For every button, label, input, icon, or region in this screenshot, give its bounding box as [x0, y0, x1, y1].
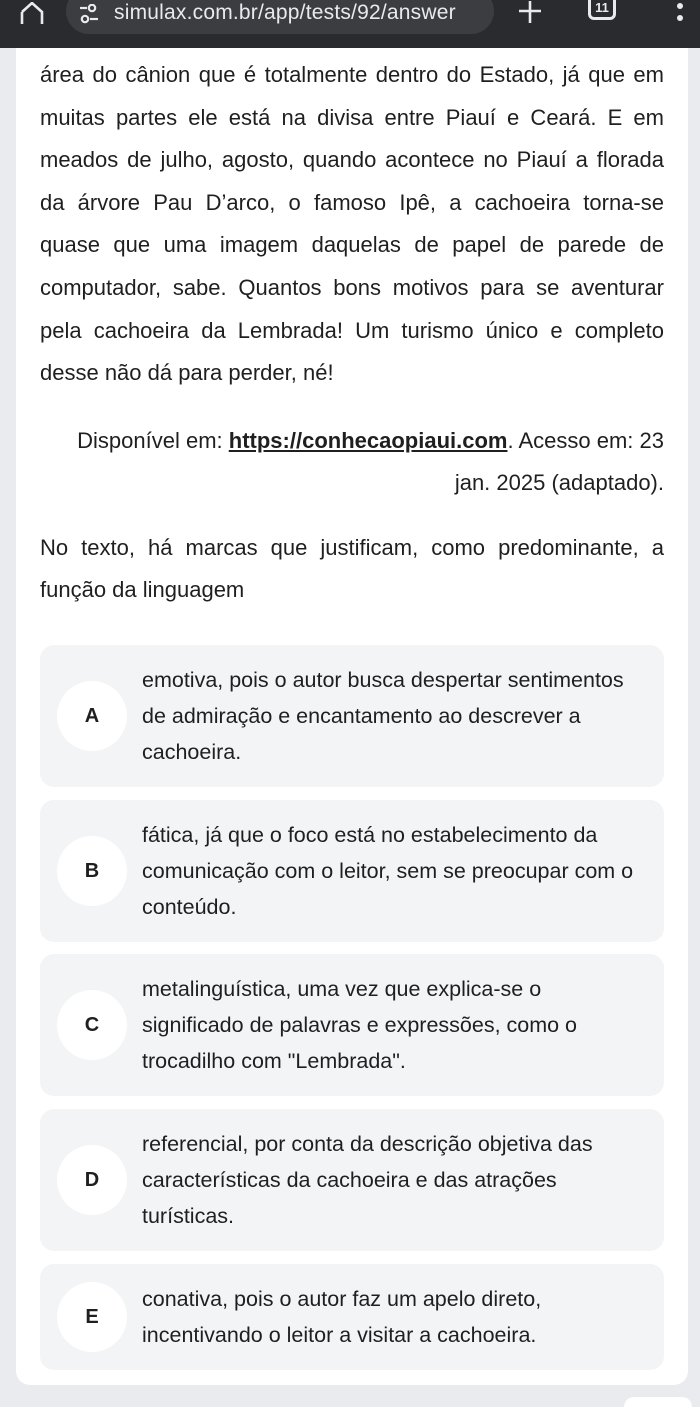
option-d[interactable]: [40, 1109, 664, 1251]
option-e[interactable]: [40, 1264, 664, 1370]
option-text: conativa, pois o autor faz um apelo direto, incentivando o leitor a visitar a cachoeira.: [142, 1287, 542, 1347]
passage-text: área do cânion que é totalmente dentro do Estado, já que em muitas partes ele está na divisa entre Piauí e Ceará. E em meados de julho, agosto, quando acontece no Piauí a florada da árvore Pau D’arco, o famoso Ipê, a cachoeira torna-se quase que uma imagem daquelas de papel de parede de computador, sabe. Quantos bons motivos para se aventurar pela cachoeira da Lembrada! Um turismo único e completo desse não dá para perder, né!: [40, 62, 664, 386]
source-prefix: Disponível em:: [77, 428, 229, 453]
site-settings-icon[interactable]: [78, 4, 100, 24]
question-card: [16, 48, 688, 1385]
option-letter: D: [57, 1145, 127, 1215]
browser-toolbar: [0, 0, 700, 48]
option-letter: E: [57, 1282, 127, 1352]
address-bar[interactable]: [66, 0, 494, 34]
url-text[interactable]: simulax.com.br/app/tests/92/answer: [114, 1, 456, 24]
source-link[interactable]: https://conhecaopiaui.com: [228, 428, 508, 453]
home-button[interactable]: [14, 0, 50, 26]
option-letter: A: [57, 681, 127, 751]
source-suffix: . Acesso em: 23 jan. 2025 (adaptado).: [454, 428, 664, 495]
home-icon: [19, 2, 45, 24]
overflow-menu-button[interactable]: [668, 0, 692, 26]
option-text: referencial, por conta da descrição objetiva das características da cachoeira e das atrações turísticas.: [142, 1132, 593, 1228]
option-letter: B: [57, 836, 127, 906]
option-b[interactable]: [40, 800, 664, 942]
new-tab-button[interactable]: [512, 0, 548, 26]
option-a[interactable]: [40, 645, 664, 787]
option-text: emotiva, pois o autor busca despertar sentimentos de admiração e encantamento ao descrever a cachoeira.: [142, 668, 624, 764]
plus-icon: [516, 1, 544, 25]
tab-switcher-button[interactable]: 11: [588, 0, 616, 20]
floating-panel-edge: [624, 1397, 692, 1407]
option-c[interactable]: [40, 954, 664, 1096]
more-vert-icon: [676, 1, 684, 25]
option-text: fática, já que o foco está no estabelecimento da comunicação com o leitor, sem se preocupar com o conteúdo.: [142, 823, 634, 919]
source-citation: [40, 420, 664, 504]
option-text: metalinguística, uma vez que explica-se o significado de palavras e expressões, como o trocadilho com "Lembrada".: [142, 977, 578, 1073]
option-letter: C: [57, 990, 127, 1060]
question-text: No texto, há marcas que justificam, como predominante, a função da linguagem: [40, 535, 664, 602]
